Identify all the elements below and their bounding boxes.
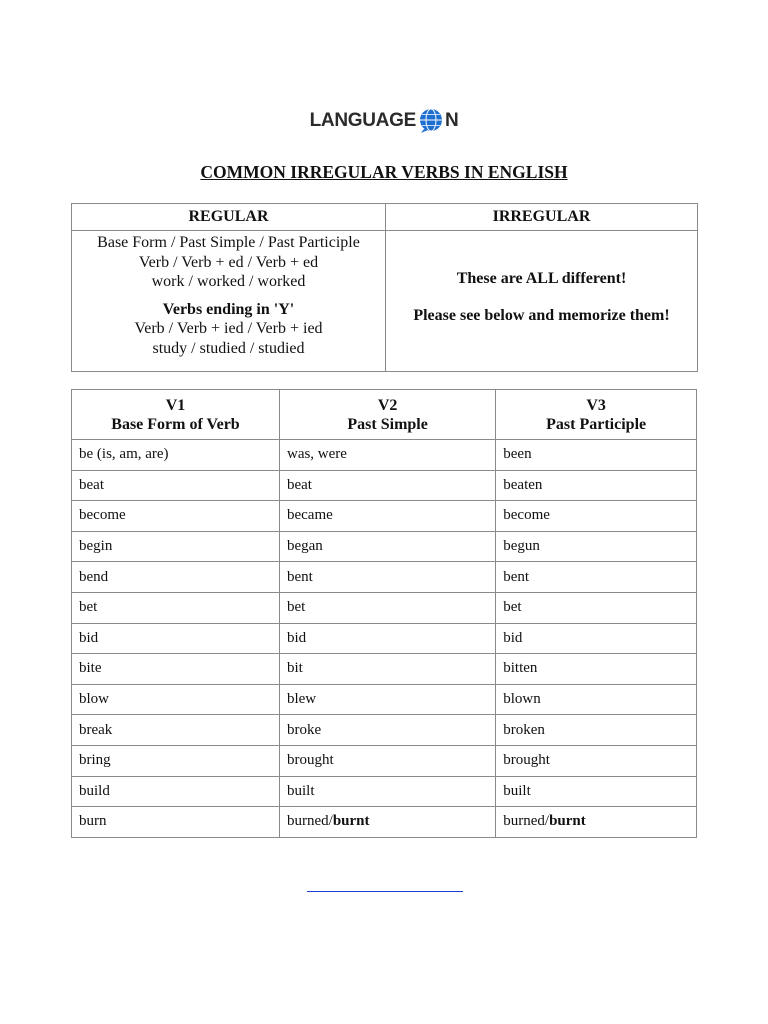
v3-cell: bitten <box>496 654 697 685</box>
v3-label: Past Participle <box>546 415 647 433</box>
v3-cell: begun <box>496 531 697 562</box>
v3-cell: bid <box>496 623 697 654</box>
v2-irregular-form: burnt <box>332 813 370 830</box>
regular-subheading: Verbs ending in 'Y' <box>162 300 295 318</box>
v1-cell: become <box>72 501 280 532</box>
v2-cell: bit <box>279 654 495 685</box>
regular-line-1: Base Form / Past Simple / Past Participle <box>97 234 360 251</box>
v3-code: V3 <box>586 396 606 414</box>
table-row <box>72 440 697 471</box>
v1-header <box>72 390 280 440</box>
v3-cell: become <box>496 501 697 532</box>
v2-label: Past Simple <box>347 415 428 433</box>
v1-cell: burn <box>72 807 280 838</box>
v1-cell: begin <box>72 531 280 562</box>
v2-cell: blew <box>279 684 495 715</box>
table-row <box>72 562 697 593</box>
v1-cell: bend <box>72 562 280 593</box>
v1-cell: bring <box>72 745 280 776</box>
table-row <box>72 745 697 776</box>
v1-cell: break <box>72 715 280 746</box>
table-row <box>72 807 697 838</box>
table-row <box>72 531 697 562</box>
v1-cell: blow <box>72 684 280 715</box>
v3-regular-form: burned/ <box>503 813 550 830</box>
v2-cell: beat <box>279 470 495 501</box>
v3-cell: bent <box>496 562 697 593</box>
page-title: COMMON IRREGULAR VERBS IN ENGLISH <box>200 162 568 182</box>
v2-cell: began <box>279 531 495 562</box>
v1-cell: bet <box>72 592 280 623</box>
v1-cell: beat <box>72 470 280 501</box>
table-row <box>72 776 697 807</box>
v3-cell: built <box>496 776 697 807</box>
irregular-verbs-table <box>71 389 697 838</box>
regular-line-2: Verb / Verb + ed / Verb + ed <box>138 253 319 271</box>
v2-cell: brought <box>279 745 495 776</box>
v3-header <box>496 390 697 440</box>
irregular-header: IRREGULAR <box>386 204 698 231</box>
regular-line-3: work / worked / worked <box>151 273 306 290</box>
regular-irregular-table <box>71 203 698 372</box>
link-underline[interactable] <box>307 891 463 892</box>
v2-cell: built <box>279 776 495 807</box>
v1-cell: build <box>72 776 280 807</box>
regular-line-5: study / studied / studied <box>152 339 305 357</box>
irregular-line-2: Please see below and memorize them! <box>413 306 670 324</box>
v2-cell: bent <box>279 562 495 593</box>
regular-line-4: Verb / Verb + ied / Verb + ied <box>134 320 323 337</box>
v3-cell: broken <box>496 715 697 746</box>
logo-text-language: LANGUAGE <box>309 110 416 131</box>
v3-cell: been <box>496 440 697 471</box>
v3-cell: blown <box>496 684 697 715</box>
v2-cell <box>279 807 495 838</box>
v2-regular-form: burned/ <box>286 813 333 830</box>
table-row <box>72 654 697 685</box>
v2-cell: became <box>279 501 495 532</box>
language-on-logo <box>0 104 768 138</box>
intro-body-row <box>72 231 698 372</box>
v3-irregular-form: burnt <box>549 813 586 830</box>
intro-header-row <box>72 204 698 231</box>
irregular-cell <box>386 231 698 372</box>
v2-cell: bet <box>279 592 495 623</box>
table-row <box>72 623 697 654</box>
v3-cell: bet <box>496 592 697 623</box>
irregular-line-1: These are ALL different! <box>456 269 627 287</box>
table-row <box>72 470 697 501</box>
v1-cell: bite <box>72 654 280 685</box>
regular-cell <box>72 231 386 372</box>
logo-text-n: N <box>444 110 459 131</box>
table-row <box>72 684 697 715</box>
v3-cell: brought <box>496 745 697 776</box>
v3-cell <box>496 807 697 838</box>
v2-cell: was, were <box>279 440 495 471</box>
v1-cell: be (is, am, are) <box>72 440 280 471</box>
v1-cell: bid <box>72 623 280 654</box>
v2-cell: bid <box>279 623 495 654</box>
verb-table-header-row <box>72 390 697 440</box>
table-row <box>72 715 697 746</box>
table-row <box>72 592 697 623</box>
v3-cell: beaten <box>496 470 697 501</box>
regular-header: REGULAR <box>72 204 386 231</box>
v1-code: V1 <box>165 396 186 414</box>
v1-label: Base Form of Verb <box>111 415 240 433</box>
v2-code: V2 <box>377 396 398 414</box>
v2-header <box>279 390 495 440</box>
table-row <box>72 501 697 532</box>
v2-cell: broke <box>279 715 495 746</box>
globe-icon <box>418 108 444 134</box>
